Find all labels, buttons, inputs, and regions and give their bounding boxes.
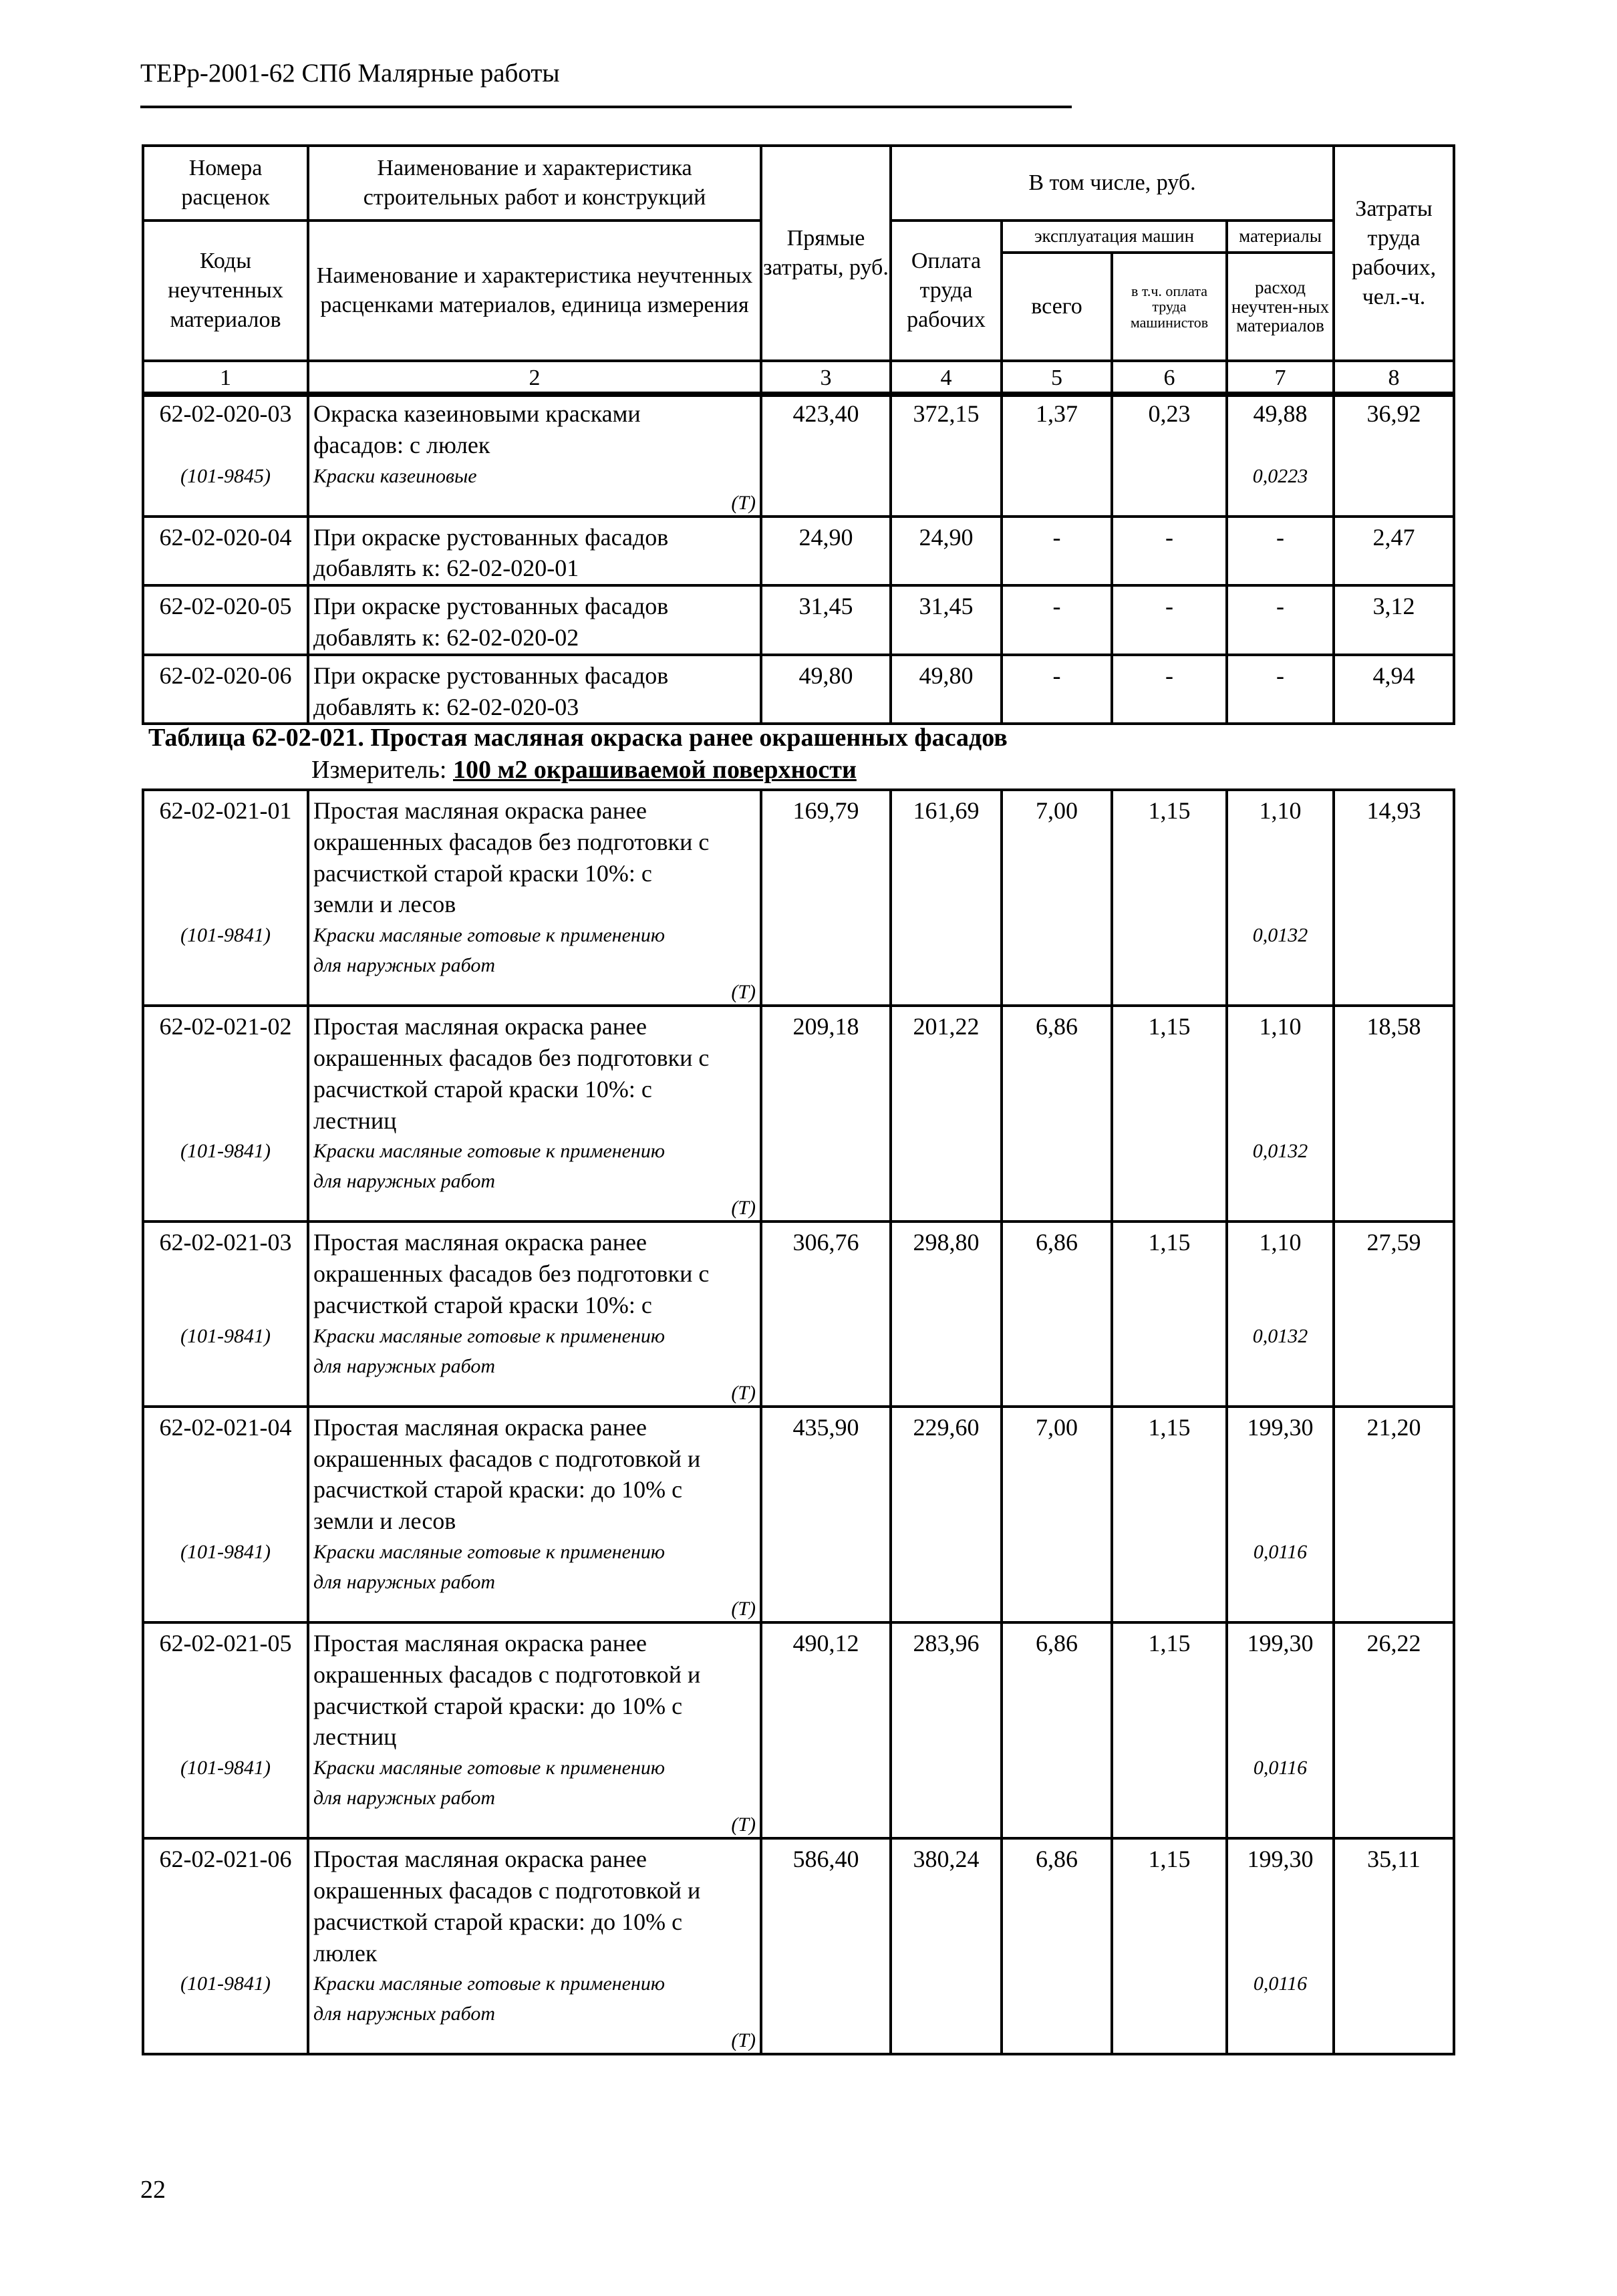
value: 18,58 bbox=[1366, 1013, 1421, 1040]
measure-line bbox=[311, 757, 857, 782]
value-cell bbox=[761, 393, 891, 517]
value: 161,69 bbox=[913, 797, 980, 824]
value: 6,86 bbox=[1036, 1229, 1078, 1256]
rate-description-cell bbox=[308, 1006, 761, 1222]
value-cell bbox=[1002, 1838, 1112, 2054]
value: 1,15 bbox=[1148, 1846, 1191, 1873]
resource-name-line: для наружных работ bbox=[313, 1787, 496, 1810]
value: 199,30 bbox=[1247, 1629, 1314, 1657]
resource-name-line: Краски масляные готовые к применению bbox=[313, 924, 666, 947]
value-cell bbox=[1002, 1622, 1112, 1838]
resource-quantity: 0,0132 bbox=[1252, 1324, 1308, 1347]
t-mark: (Т) bbox=[731, 2029, 756, 2052]
value-cell bbox=[761, 790, 891, 1006]
value-cell bbox=[761, 1006, 891, 1222]
value-cell bbox=[1002, 1407, 1112, 1622]
value-cell bbox=[1112, 517, 1227, 586]
rate-description-line: расчисткой старой краски 10%: с bbox=[313, 859, 652, 887]
value-cell bbox=[1227, 585, 1334, 655]
value: 49,80 bbox=[798, 662, 853, 689]
header-material-codes: Коды неучтенных материалов bbox=[143, 221, 308, 361]
value-cell bbox=[1334, 517, 1454, 586]
value: 423,40 bbox=[792, 400, 859, 427]
value-cell bbox=[1227, 1838, 1334, 2054]
rate-description-line: расчисткой старой краски 10%: с bbox=[313, 1291, 652, 1318]
value: - bbox=[1276, 593, 1284, 620]
column-number: 5 bbox=[1002, 361, 1112, 396]
resource-quantity: 0,0132 bbox=[1252, 924, 1308, 947]
rate-description-line: расчисткой старой краски: до 10% с bbox=[313, 1692, 683, 1719]
header-material-name: Наименование и характеристика неучтенных расценками материалов, единица измерения bbox=[308, 221, 761, 361]
rate-description-cell bbox=[308, 517, 761, 586]
header-column-numbers bbox=[143, 361, 1454, 396]
rates-table-021 bbox=[142, 788, 1455, 2055]
resource-code: (101-9841) bbox=[180, 1324, 271, 1347]
value-cell bbox=[891, 1407, 1002, 1622]
value: 1,15 bbox=[1148, 1013, 1191, 1040]
rate-description-cell bbox=[308, 1222, 761, 1406]
header-operator-pay: в т.ч. оплата труда машинистов bbox=[1112, 253, 1227, 361]
table-row bbox=[143, 517, 1454, 586]
value: 31,45 bbox=[919, 593, 974, 620]
value-cell bbox=[1334, 1006, 1454, 1222]
value-cell bbox=[1002, 517, 1112, 586]
value-cell bbox=[1112, 1222, 1227, 1406]
value: 199,30 bbox=[1247, 1413, 1314, 1441]
value-cell bbox=[1334, 1222, 1454, 1406]
rate-code: 62-02-020-04 bbox=[159, 523, 292, 551]
rate-description-line: Простая масляная окраска ранее bbox=[313, 1629, 647, 1657]
value-cell bbox=[891, 1622, 1002, 1838]
value-cell bbox=[761, 1838, 891, 2054]
resource-quantity: 0,0132 bbox=[1252, 1140, 1308, 1163]
resource-quantity: 0,0116 bbox=[1253, 1973, 1308, 1995]
value-cell bbox=[1227, 655, 1334, 724]
resource-code: (101-9845) bbox=[180, 464, 271, 487]
rate-description-line: люлек bbox=[313, 1939, 378, 1967]
value-cell bbox=[1334, 1838, 1454, 2054]
table-row bbox=[143, 585, 1454, 655]
value-cell bbox=[1112, 1838, 1227, 2054]
rate-description-line: Простая масляная окраска ранее bbox=[313, 1846, 647, 1873]
value: 209,18 bbox=[792, 1013, 859, 1040]
value-cell bbox=[761, 585, 891, 655]
value-cell bbox=[1227, 1006, 1334, 1222]
value-cell bbox=[891, 393, 1002, 517]
rate-code-cell bbox=[143, 1006, 308, 1222]
table-row bbox=[143, 1622, 1454, 1838]
page-number: 22 bbox=[140, 2176, 166, 2204]
resource-name-line: для наружных работ bbox=[313, 1354, 496, 1377]
t-mark: (Т) bbox=[731, 491, 756, 514]
value: 49,80 bbox=[919, 662, 974, 689]
value-cell bbox=[1334, 655, 1454, 724]
column-number: 8 bbox=[1334, 361, 1454, 396]
rate-description-cell bbox=[308, 393, 761, 517]
rate-description-line: окрашенных фасадов без подготовки с bbox=[313, 1044, 710, 1071]
value-cell bbox=[891, 1222, 1002, 1406]
value: 435,90 bbox=[792, 1413, 859, 1441]
rate-code-cell bbox=[143, 1222, 308, 1406]
value: 1,15 bbox=[1148, 1229, 1191, 1256]
value: 7,00 bbox=[1036, 1413, 1078, 1441]
value-cell bbox=[891, 1006, 1002, 1222]
rate-description-line: земли и лесов bbox=[313, 1508, 456, 1535]
rate-description-cell bbox=[308, 1407, 761, 1622]
column-number: 4 bbox=[891, 361, 1002, 396]
value: 306,76 bbox=[792, 1229, 859, 1256]
resource-name-line: Краски масляные готовые к применению bbox=[313, 1973, 666, 1995]
value-cell bbox=[761, 1222, 891, 1406]
rate-description-line: лестниц bbox=[313, 1723, 397, 1751]
value: 6,86 bbox=[1036, 1013, 1078, 1040]
value-cell bbox=[891, 517, 1002, 586]
rate-description-line: окрашенных фасадов с подготовкой и bbox=[313, 1445, 701, 1472]
value: 24,90 bbox=[798, 523, 853, 551]
value: 3,12 bbox=[1372, 593, 1415, 620]
page-header: ТЕРр-2001-62 СПб Малярные работы bbox=[140, 59, 560, 88]
rate-code: 62-02-021-01 bbox=[159, 797, 292, 824]
resource-name-line: для наружных работ bbox=[313, 954, 496, 977]
rate-description-line: окрашенных фасадов с подготовкой и bbox=[313, 1661, 701, 1688]
value-cell bbox=[1227, 1622, 1334, 1838]
rate-code: 62-02-020-03 bbox=[159, 400, 292, 427]
value: 26,22 bbox=[1366, 1629, 1421, 1657]
value-cell bbox=[761, 1622, 891, 1838]
value: 6,86 bbox=[1036, 1629, 1078, 1657]
table-row bbox=[143, 655, 1454, 724]
column-number: 3 bbox=[761, 361, 891, 396]
header-work-name: Наименование и характеристика строительных работ и конструкций bbox=[308, 146, 761, 221]
rate-description-cell bbox=[308, 1622, 761, 1838]
value: 27,59 bbox=[1366, 1229, 1421, 1256]
rate-code: 62-02-021-05 bbox=[159, 1629, 292, 1657]
value: 49,88 bbox=[1253, 400, 1308, 427]
value-cell bbox=[1002, 393, 1112, 517]
value-cell bbox=[1227, 1407, 1334, 1622]
value: 229,60 bbox=[913, 1413, 980, 1441]
value: 14,93 bbox=[1366, 797, 1421, 824]
table-caption: Таблица 62-02-021. Простая масляная окраска ранее окрашенных фасадов bbox=[148, 724, 1008, 752]
value: 7,00 bbox=[1036, 797, 1078, 824]
value: 490,12 bbox=[792, 1629, 859, 1657]
t-mark: (Т) bbox=[731, 1814, 756, 1836]
resource-name-line: Краски казеиновые bbox=[313, 464, 477, 487]
value-cell bbox=[761, 655, 891, 724]
value-cell bbox=[1227, 517, 1334, 586]
rate-description-line: окрашенных фасадов без подготовки с bbox=[313, 1260, 710, 1288]
rate-description-cell bbox=[308, 585, 761, 655]
column-number: 2 bbox=[308, 361, 761, 396]
table-row bbox=[143, 1407, 1454, 1622]
value-cell bbox=[1002, 585, 1112, 655]
value: 372,15 bbox=[913, 400, 980, 427]
value: 199,30 bbox=[1247, 1846, 1314, 1873]
value: 283,96 bbox=[913, 1629, 980, 1657]
rate-code: 62-02-021-02 bbox=[159, 1013, 292, 1040]
resource-name-line: Краски масляные готовые к применению bbox=[313, 1140, 666, 1163]
header-machines-total: всего bbox=[1002, 253, 1112, 361]
rate-description-cell bbox=[308, 790, 761, 1006]
header-material-consumption: расход неучтен-ных материалов bbox=[1227, 253, 1334, 361]
value: 36,92 bbox=[1366, 400, 1421, 427]
value: 1,15 bbox=[1148, 797, 1191, 824]
column-number: 1 bbox=[143, 361, 308, 396]
column-number: 7 bbox=[1227, 361, 1334, 396]
rate-description-line: лестниц bbox=[313, 1107, 397, 1134]
measure-value: 100 м2 окрашиваемой поверхности bbox=[453, 756, 857, 784]
value-cell bbox=[891, 1838, 1002, 2054]
value-cell bbox=[1112, 790, 1227, 1006]
resource-name-line: для наружных работ bbox=[313, 1570, 496, 1593]
resource-code: (101-9841) bbox=[180, 1973, 271, 1995]
rate-code-cell bbox=[143, 393, 308, 517]
value: - bbox=[1052, 593, 1061, 620]
value-cell bbox=[1227, 393, 1334, 517]
value-cell bbox=[1112, 585, 1227, 655]
value: 1,15 bbox=[1148, 1413, 1191, 1441]
value: 31,45 bbox=[798, 593, 853, 620]
t-mark: (Т) bbox=[731, 981, 756, 1004]
rate-description-line: расчисткой старой краски: до 10% с bbox=[313, 1908, 683, 1935]
value-cell bbox=[1227, 1222, 1334, 1406]
resource-code: (101-9841) bbox=[180, 1540, 271, 1563]
rate-code-cell bbox=[143, 517, 308, 586]
value-cell bbox=[1334, 393, 1454, 517]
value-cell bbox=[891, 790, 1002, 1006]
value-cell bbox=[1112, 655, 1227, 724]
rate-code-cell bbox=[143, 1407, 308, 1622]
value-cell bbox=[1002, 655, 1112, 724]
value-cell bbox=[1112, 393, 1227, 517]
value: 2,47 bbox=[1372, 523, 1415, 551]
t-mark: (Т) bbox=[731, 1597, 756, 1620]
resource-quantity: 0,0223 bbox=[1252, 464, 1308, 487]
table-row bbox=[143, 1006, 1454, 1222]
value: 201,22 bbox=[913, 1013, 980, 1040]
rate-description-line: окрашенных фасадов с подготовкой и bbox=[313, 1876, 701, 1904]
rate-code: 62-02-020-06 bbox=[159, 662, 292, 689]
column-number: 6 bbox=[1112, 361, 1227, 396]
rate-description-cell bbox=[308, 655, 761, 724]
table-row bbox=[143, 1222, 1454, 1406]
value: 380,24 bbox=[913, 1846, 980, 1873]
value: 586,40 bbox=[792, 1846, 859, 1873]
value-cell bbox=[1334, 585, 1454, 655]
value-cell bbox=[1112, 1006, 1227, 1222]
rate-description-line: Простая масляная окраска ранее bbox=[313, 1413, 647, 1441]
measure-label: Измеритель: bbox=[311, 756, 447, 784]
rate-description-line: Простая масляная окраска ранее bbox=[313, 797, 647, 824]
value-cell bbox=[1112, 1622, 1227, 1838]
value-cell bbox=[891, 585, 1002, 655]
value: 0,23 bbox=[1148, 400, 1191, 427]
header-including: В том числе, руб. bbox=[891, 146, 1334, 221]
rate-description-line: Простая масляная окраска ранее bbox=[313, 1013, 647, 1040]
table-row bbox=[143, 790, 1454, 1006]
resource-code: (101-9841) bbox=[180, 1757, 271, 1779]
rate-description-line: Окраска казеиновыми красками bbox=[313, 400, 641, 427]
header-rule bbox=[140, 106, 1072, 108]
t-mark: (Т) bbox=[731, 1381, 756, 1404]
rate-description-line: земли и лесов bbox=[313, 891, 456, 918]
table-row bbox=[143, 393, 1454, 517]
rates-table-020 bbox=[142, 392, 1455, 725]
rate-code: 62-02-021-03 bbox=[159, 1229, 292, 1256]
resource-name-line: Краски масляные готовые к применению bbox=[313, 1324, 666, 1347]
rate-description-line: добавлять к: 62-02-020-01 bbox=[313, 555, 579, 582]
resource-name-line: для наружных работ bbox=[313, 2003, 496, 2025]
rate-code-cell bbox=[143, 790, 308, 1006]
rate-code-cell bbox=[143, 655, 308, 724]
rate-description-line: фасадов: с люлек bbox=[313, 431, 490, 458]
header-machines: эксплуатация машин bbox=[1002, 221, 1227, 253]
resource-quantity: 0,0116 bbox=[1253, 1540, 1308, 1563]
value: 1,37 bbox=[1036, 400, 1078, 427]
rate-description-line: При окраске рустованных фасадов bbox=[313, 662, 669, 689]
rate-description-line: добавлять к: 62-02-020-03 bbox=[313, 693, 579, 720]
value: - bbox=[1165, 662, 1173, 689]
value: 1,10 bbox=[1259, 1229, 1302, 1256]
t-mark: (Т) bbox=[731, 1197, 756, 1219]
rate-description-line: окрашенных фасадов без подготовки с bbox=[313, 828, 710, 855]
rate-code: 62-02-021-06 bbox=[159, 1846, 292, 1873]
value: - bbox=[1165, 593, 1173, 620]
value-cell bbox=[1334, 790, 1454, 1006]
value: - bbox=[1052, 523, 1061, 551]
value: - bbox=[1276, 662, 1284, 689]
value-cell bbox=[761, 1407, 891, 1622]
value-cell bbox=[1112, 1407, 1227, 1622]
resource-code: (101-9841) bbox=[180, 1140, 271, 1163]
value: 24,90 bbox=[919, 523, 974, 551]
value: 35,11 bbox=[1367, 1846, 1421, 1873]
value: 298,80 bbox=[913, 1229, 980, 1256]
rate-code-cell bbox=[143, 1838, 308, 2054]
rate-description-line: Простая масляная окраска ранее bbox=[313, 1229, 647, 1256]
rate-code-cell bbox=[143, 585, 308, 655]
value: 4,94 bbox=[1372, 662, 1415, 689]
resource-name-line: Краски масляные готовые к применению bbox=[313, 1540, 666, 1563]
rate-description-cell bbox=[308, 1838, 761, 2054]
resource-name-line: для наружных работ bbox=[313, 1170, 496, 1193]
rate-description-line: расчисткой старой краски 10%: с bbox=[313, 1075, 652, 1103]
value-cell bbox=[1002, 790, 1112, 1006]
value-cell bbox=[1334, 1407, 1454, 1622]
value: 169,79 bbox=[792, 797, 859, 824]
value: - bbox=[1276, 523, 1284, 551]
rate-description-line: расчисткой старой краски: до 10% с bbox=[313, 1476, 683, 1503]
rate-description-line: добавлять к: 62-02-020-02 bbox=[313, 623, 579, 651]
value-cell bbox=[1227, 790, 1334, 1006]
value: 1,10 bbox=[1259, 1013, 1302, 1040]
value-cell bbox=[1002, 1222, 1112, 1406]
resource-quantity: 0,0116 bbox=[1253, 1757, 1308, 1779]
header-direct-costs: Прямые затраты, руб. bbox=[761, 146, 891, 361]
rate-description-line: При окраске рустованных фасадов bbox=[313, 523, 669, 551]
table-row bbox=[143, 1838, 1454, 2054]
value: - bbox=[1165, 523, 1173, 551]
resource-name-line: Краски масляные готовые к применению bbox=[313, 1757, 666, 1779]
resource-code: (101-9841) bbox=[180, 924, 271, 947]
value: - bbox=[1052, 662, 1061, 689]
table-header bbox=[142, 144, 1455, 397]
value: 1,15 bbox=[1148, 1629, 1191, 1657]
rate-code-cell bbox=[143, 1622, 308, 1838]
rate-description-line: При окраске рустованных фасадов bbox=[313, 593, 669, 620]
rate-code: 62-02-020-05 bbox=[159, 593, 292, 620]
value-cell bbox=[1002, 1006, 1112, 1222]
value-cell bbox=[1334, 1622, 1454, 1838]
header-materials: материалы bbox=[1227, 221, 1334, 253]
value: 21,20 bbox=[1366, 1413, 1421, 1441]
value: 6,86 bbox=[1036, 1846, 1078, 1873]
header-rate-numbers: Номера расценок bbox=[143, 146, 308, 221]
value: 1,10 bbox=[1259, 797, 1302, 824]
value-cell bbox=[761, 517, 891, 586]
rate-code: 62-02-021-04 bbox=[159, 1413, 292, 1441]
header-worker-pay: Оплата труда рабочих bbox=[891, 221, 1002, 361]
value-cell bbox=[891, 655, 1002, 724]
header-labor-hours: Затраты труда рабочих, чел.-ч. bbox=[1334, 146, 1454, 361]
